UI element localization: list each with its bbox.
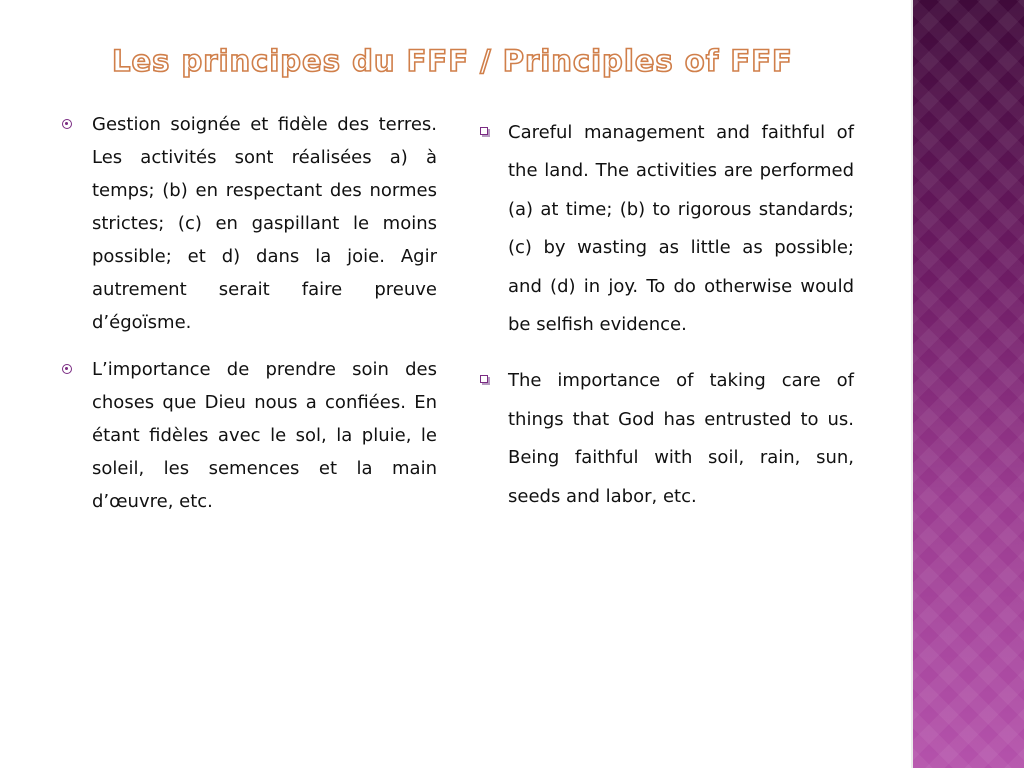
- english-column: [478, 114, 854, 534]
- circle-bullet-icon: [62, 119, 72, 129]
- list-item: [478, 362, 854, 516]
- decorative-side-band: [913, 0, 1024, 768]
- bullet-text: Gestion soignée et fidèle des terres. Les activités sont réalisées a) à temps; (b) en respectant des normes strictes; (c) en gaspillant le moins possible; et d) dans la joie. Agir autrement serait faire preuve d’égoïsme.: [92, 114, 437, 333]
- slide-title: Les principes du FFF / Principles of FFF: [112, 44, 793, 78]
- french-bullet-list: [62, 108, 437, 518]
- square-bullet-icon: [480, 127, 488, 135]
- list-item: [62, 108, 437, 339]
- list-item: [62, 353, 437, 518]
- bullet-text: L’importance de prendre soin des choses que Dieu nous a confiées. En étant fidèles avec le sol, la pluie, le soleil, les semences et la main d’œuvre, etc.: [92, 359, 437, 512]
- french-column: [62, 108, 437, 532]
- circle-bullet-icon: [62, 364, 72, 374]
- list-item: [478, 114, 854, 344]
- square-bullet-icon: [480, 375, 488, 383]
- english-bullet-list: [478, 114, 854, 516]
- bullet-text: Careful management and faithful of the land. The activities are performed (a) at time; (b) to rigorous standards; (c) by wasting as little as possible; and (d) in joy. To do otherwise would be selfish evidence.: [508, 122, 854, 336]
- bullet-text: The importance of taking care of things that God has entrusted to us. Being faithful with soil, rain, sun, seeds and labor, etc.: [508, 370, 854, 507]
